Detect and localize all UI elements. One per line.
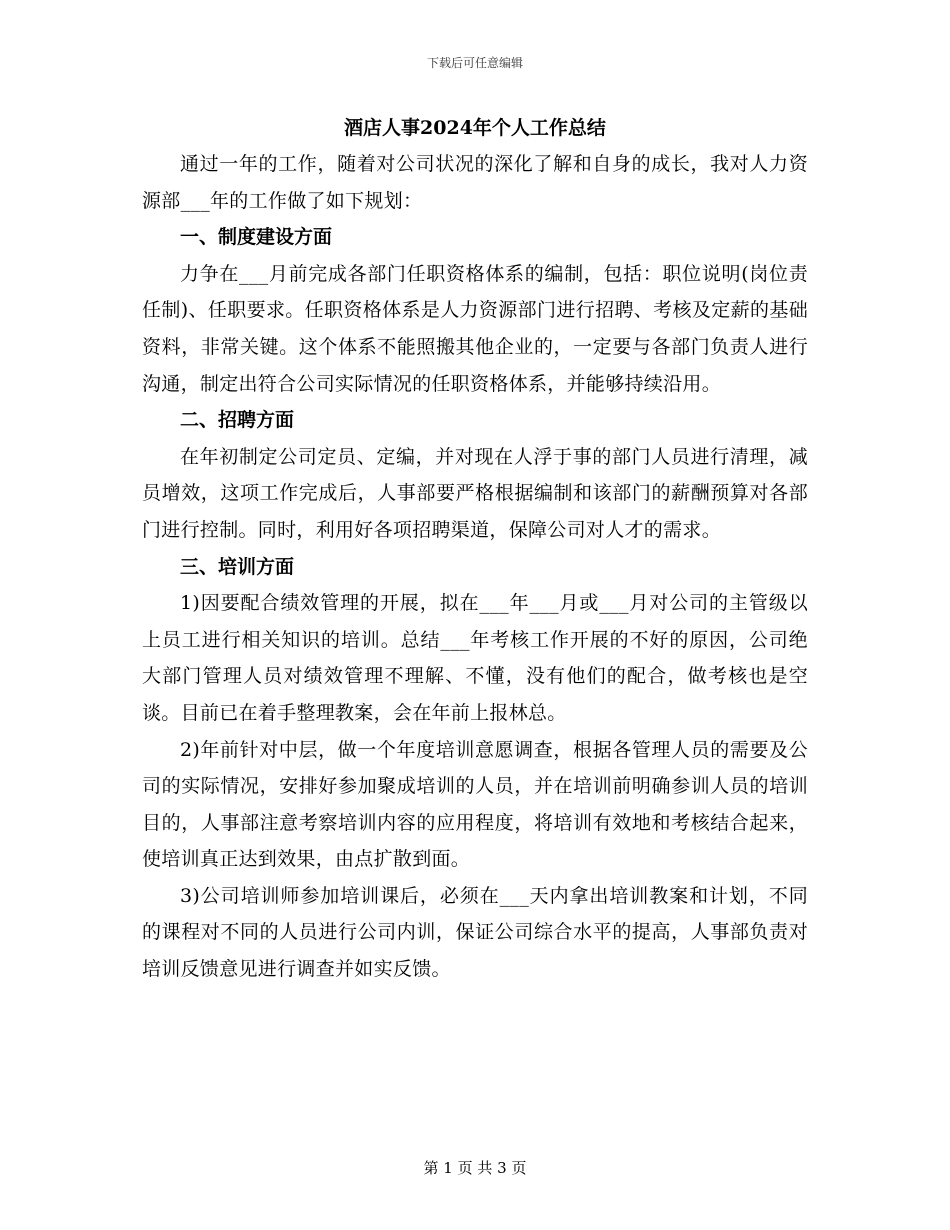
section-paragraph: 1)因要配合绩效管理的开展，拟在___年___月或___月对公司的主管级以上员工进行相关知识的培训。总结___年考核工作开展的不好的原因，公司绝大部门管理人员对绩效管理不理解、不懂，没有他们的配合，做考核也是空谈。目前已在着手整理教案，会在年前上报林总。 — [142, 592, 808, 724]
section-paragraph: 3)公司培训师参加培训课后，必须在___天内拿出培训教案和计划，不同的课程对不同的人员进行公司内训，保证公司综合水平的提高，人事部负责对培训反馈意见进行调查并如实反馈。 — [142, 884, 808, 981]
document-title: 酒店人事2024年个人工作总结 — [344, 117, 606, 139]
section-paragraph: 力争在___月前完成各部门任职资格体系的编制，包括：职位说明(岗位责任制)、任职要求。任职资格体系是人力资源部门进行招聘、考核及定薪的基础资料，非常关键。这个体系不能照搬其他企业的，一定要与各部门负责人进行沟通，制定出符合公司实际情况的任职资格体系，并能够持续沿用。 — [142, 262, 808, 395]
document-body — [142, 112, 808, 988]
page-number: 第 1 页 共 3 页 — [423, 1159, 527, 1177]
section-paragraph: 2)年前针对中层，做一个年度培训意愿调查，根据各管理人员的需要及公司的实际情况，安排好参加聚成培训的人员，并在培训前明确参训人员的培训目的，人事部注意考察培训内容的应用程度，将培训有效地和考核结合起来，使培训真正达到效果，由点扩散到面。 — [142, 738, 808, 871]
section-heading-system: 一、制度建设方面 — [180, 226, 333, 249]
intro-paragraph: 通过一年的工作，随着对公司状况的深化了解和自身的成长，我对人力资源部___年的工作做了如下规划： — [142, 153, 808, 212]
header-note: 下载后可任意编辑 — [426, 56, 523, 70]
section-heading-recruitment: 二、招聘方面 — [180, 409, 295, 432]
section-paragraph: 在年初制定公司定员、定编，并对现在人浮于事的部门人员进行清理，减员增效，这项工作完成后，人事部要严格根据编制和该部门的薪酬预算对各部门进行控制。同时，利用好各项招聘渠道，保障公司对人才的需求。 — [142, 445, 808, 541]
section-heading-training: 三、培训方面 — [180, 555, 295, 578]
